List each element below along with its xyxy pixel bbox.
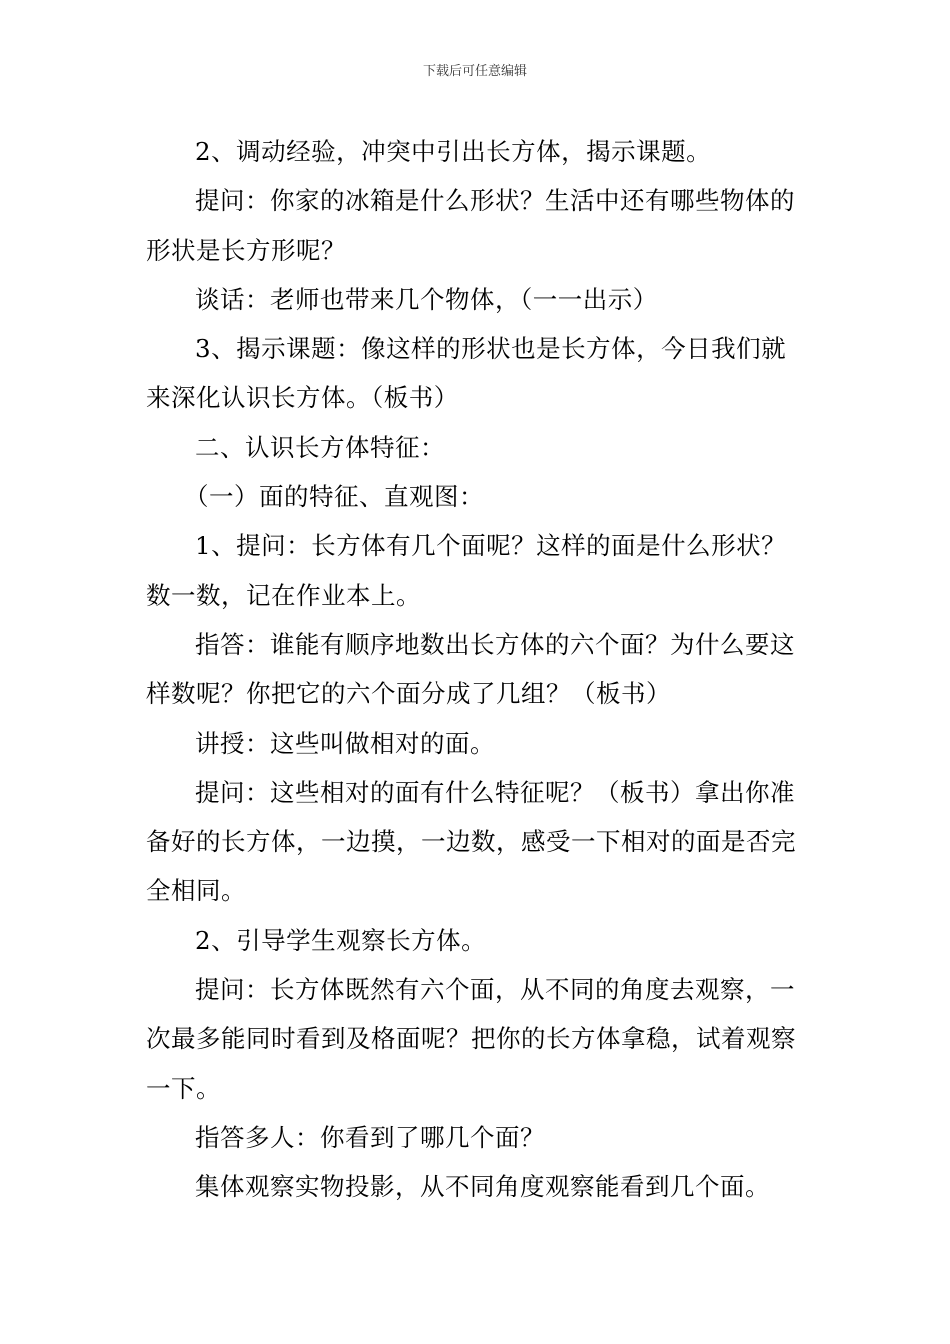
paragraph: 提问：长方体既然有六个面，从不同的角度去观察，一次最多能同时看到及格面呢？把你的长方体拿稳，试着观察一下。 — [146, 975, 796, 1103]
subsection-heading: （一）面的特征、直观图： — [183, 482, 484, 512]
paragraph: 指答：谁能有顺序地数出长方体的六个面？为什么要这样数呢？你把它的六个面分成了几组？（板书） — [146, 629, 795, 709]
paragraph: 2、引导学生观察长方体。 — [195, 925, 487, 955]
paragraph: 提问：这些相对的面有什么特征呢？（板书）拿出你准备好的长方体，一边摸，一边数，感受一下相对的面是否完全相同。 — [146, 777, 796, 906]
paragraph: 指答多人：你看到了哪几个面？ — [195, 1122, 545, 1152]
paragraph: 1、提问：长方体有几个面呢？这样的面是什么形状？数一数，记在作业本上。 — [146, 531, 787, 610]
page-header: 下载后可任意编辑 — [422, 64, 527, 79]
paragraph: 谈话：老师也带来几个物体，（一一出示） — [195, 284, 658, 314]
document-body — [146, 127, 810, 1212]
paragraph: 提问：你家的冰箱是什么形状？生活中还有哪些物体的形状是长方形呢？ — [146, 186, 795, 265]
paragraph: 集体观察实物投影，从不同角度观察能看到几个面。 — [195, 1172, 770, 1202]
paragraph: 3、揭示课题：像这样的形状也是长方体，今日我们就来深化认识长方体。（板书） — [146, 334, 787, 413]
section-heading: 二、认识长方体特征： — [195, 432, 445, 462]
paragraph: 2、调动经验，冲突中引出长方体，揭示课题。 — [195, 137, 712, 166]
paragraph: 讲授：这些叫做相对的面。 — [195, 728, 495, 758]
